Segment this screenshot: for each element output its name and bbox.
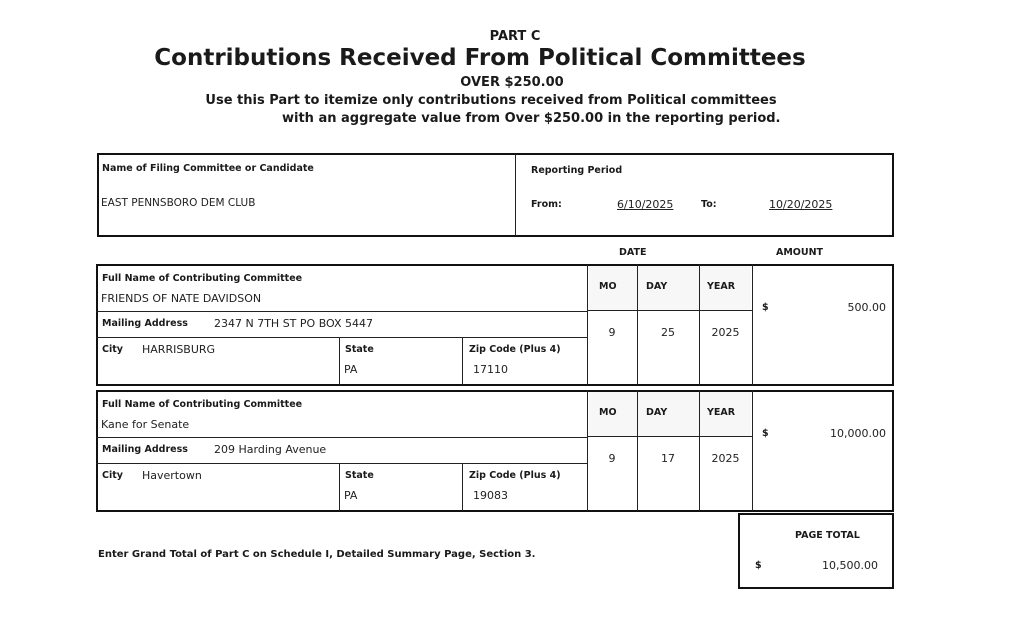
zip-label: Zip Code (Plus 4)	[469, 344, 561, 355]
state-label: State	[345, 470, 374, 481]
contributor-city: Havertown	[142, 469, 202, 482]
contributor-address: 2347 N 7TH ST PO BOX 5447	[214, 317, 374, 330]
name-row-divider	[96, 311, 587, 312]
full-name-label: Full Name of Contributing Committee	[102, 399, 303, 410]
contribution-amount: 500.00	[847, 301, 886, 314]
filing-name-label: Name of Filing Committee or Candidate	[102, 163, 314, 174]
from-date-value: 6/10/2025	[617, 198, 674, 211]
contributor-name: FRIENDS OF NATE DAVIDSON	[101, 292, 262, 305]
contributor-address: 209 Harding Avenue	[214, 443, 327, 456]
date-header-divider	[587, 436, 752, 437]
amount-column-divider	[752, 390, 753, 511]
contribution-amount: 10,000.00	[830, 427, 886, 440]
month-label: MO	[599, 281, 617, 292]
mailing-address-label: Mailing Address	[102, 318, 188, 329]
address-row-divider	[96, 337, 587, 338]
page-total-currency: $	[755, 560, 762, 571]
address-row-divider	[96, 463, 587, 464]
contributor-zip: 19083	[473, 489, 508, 502]
state-column-divider	[339, 337, 340, 385]
date-header-divider	[587, 310, 752, 311]
year-column-divider	[699, 390, 700, 511]
to-label: To:	[701, 199, 717, 210]
subtitle-threshold: OVER $250.00	[460, 75, 564, 90]
name-row-divider	[96, 437, 587, 438]
page-total-label: PAGE TOTAL	[795, 530, 860, 541]
contributor-zip: 17110	[473, 363, 508, 376]
to-date-value: 10/20/2025	[769, 198, 833, 211]
contributor-name: Kane for Senate	[101, 418, 190, 431]
contribution-day: 17	[661, 452, 675, 465]
day-label: DAY	[646, 281, 668, 292]
page-total-value: 10,500.00	[822, 559, 878, 572]
contributor-state: PA	[344, 363, 358, 376]
year-label: YEAR	[707, 281, 736, 292]
month-label: MO	[599, 407, 617, 418]
reporting-period-label: Reporting Period	[531, 165, 623, 176]
currency-symbol: $	[762, 302, 769, 313]
date-section-divider	[587, 264, 588, 385]
state-column-divider	[339, 463, 340, 511]
part-label: PART C	[489, 29, 541, 44]
year-label: YEAR	[707, 407, 736, 418]
contributor-state: PA	[344, 489, 358, 502]
day-column-divider	[637, 264, 638, 385]
zip-column-divider	[462, 337, 463, 385]
filing-box-divider	[515, 154, 516, 236]
zip-column-divider	[462, 463, 463, 511]
state-label: State	[345, 344, 374, 355]
contribution-year: 2025	[711, 452, 740, 465]
date-column-header: DATE	[619, 247, 647, 258]
city-label: City	[102, 470, 123, 481]
from-label: From:	[531, 199, 562, 210]
filing-name-value: EAST PENNSBORO DEM CLUB	[101, 197, 256, 209]
instruction-line-2: with an aggregate value from Over $250.00 in the reporting period.	[282, 111, 781, 126]
contributor-city: HARRISBURG	[142, 343, 216, 356]
page-total-box	[738, 513, 894, 589]
grand-total-instruction: Enter Grand Total of Part C on Schedule I, Detailed Summary Page, Section 3.	[98, 549, 536, 560]
contribution-day: 25	[661, 326, 675, 339]
city-label: City	[102, 344, 123, 355]
instruction-line-1: Use this Part to itemize only contributions received from Political committees	[205, 93, 777, 108]
zip-label: Zip Code (Plus 4)	[469, 470, 561, 481]
amount-column-header: AMOUNT	[776, 247, 824, 258]
year-column-divider	[699, 264, 700, 385]
day-column-divider	[637, 390, 638, 511]
amount-column-divider	[752, 264, 753, 385]
full-name-label: Full Name of Contributing Committee	[102, 273, 303, 284]
currency-symbol: $	[762, 428, 769, 439]
contribution-year: 2025	[711, 326, 740, 339]
contribution-month: 9	[608, 452, 616, 465]
contribution-month: 9	[608, 326, 616, 339]
day-label: DAY	[646, 407, 668, 418]
date-section-divider	[587, 390, 588, 511]
page-title: Contributions Received From Political Committees	[154, 45, 806, 71]
mailing-address-label: Mailing Address	[102, 444, 188, 455]
